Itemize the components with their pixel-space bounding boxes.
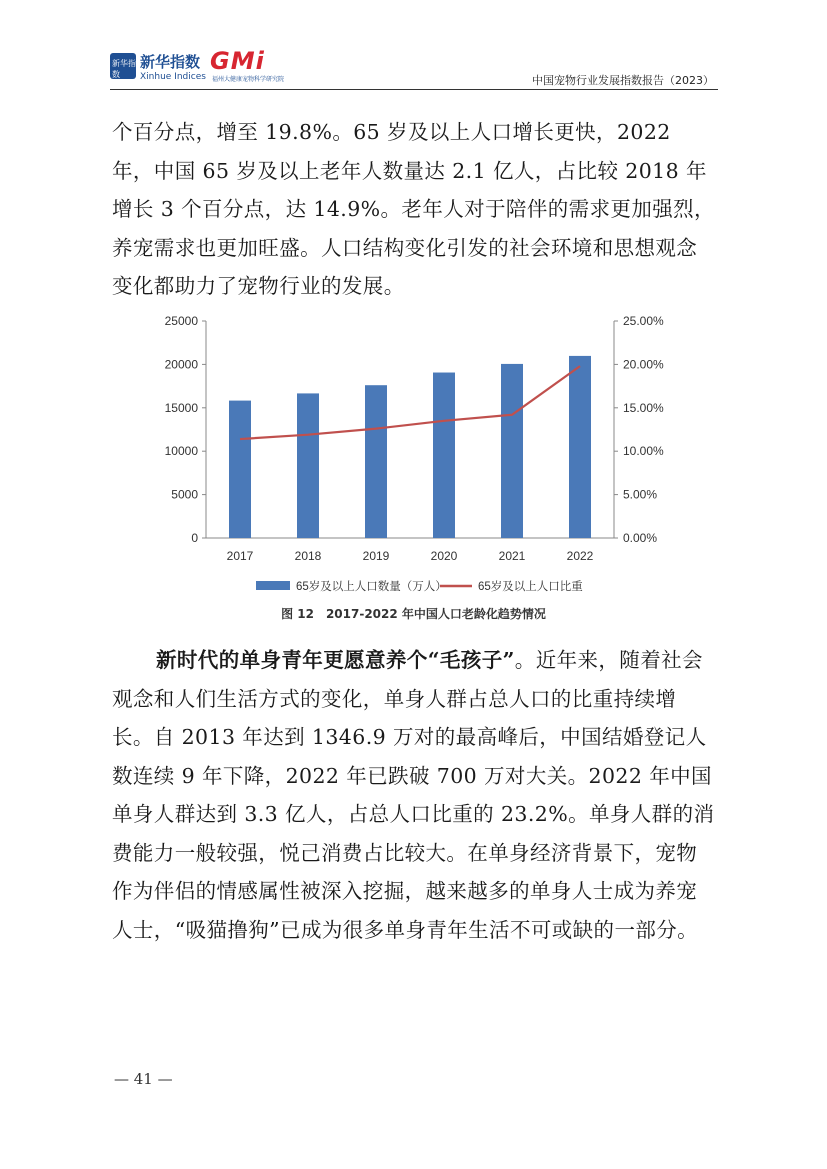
report-title: 中国宠物行业发展指数报告（2023） xyxy=(532,74,714,87)
x-tick-label: 2021 xyxy=(498,549,526,563)
figure-caption: 图 12 2017-2022 年中国人口老龄化趋势情况 xyxy=(281,607,546,621)
header-divider xyxy=(110,89,718,90)
paragraph-1 xyxy=(112,113,718,306)
page-header xyxy=(110,47,718,90)
y-tick-label-right: 15.00% xyxy=(623,400,664,415)
page-number: — 41 — xyxy=(114,1070,173,1088)
x-tick-label: 2019 xyxy=(362,549,390,563)
aging-chart xyxy=(150,308,690,598)
x-tick-label: 2020 xyxy=(430,549,458,563)
bar-2017 xyxy=(229,401,251,538)
y-tick-label-left: 15000 xyxy=(164,400,198,415)
legend-bar-label: 65岁及以上人口数量（万人） xyxy=(296,581,447,593)
bar-2021 xyxy=(501,364,523,538)
y-tick-label-right: 10.00% xyxy=(623,444,664,459)
bar-2020 xyxy=(433,373,455,538)
y-tick-label-left: 20000 xyxy=(164,357,198,372)
gmi-logo-text: GMi xyxy=(210,47,265,75)
gmi-logo xyxy=(210,47,310,86)
y-tick-label-left: 0 xyxy=(191,531,198,545)
aging-chart-svg xyxy=(150,308,690,598)
bar-2019 xyxy=(365,385,387,538)
xinhua-logo-en: Xinhue Indices xyxy=(140,72,206,82)
xinhua-indices-logo xyxy=(110,50,205,86)
legend-line-label: 65岁及以上人口比重 xyxy=(478,581,583,593)
paragraph-1-text: 个百分点，增至 19.8%。65 岁及以上人口增长更快，2022 年，中国 65 岁及以上老年人数量达 2.1 亿人，占比较 2018 年增长 3 个百分点，达 14.9%。老年人对于陪伴的需求更加强烈，养宠需求也更加旺盛。人口结构变化引发的社会环境和思想观念变化都助力了宠物行业的发展。 xyxy=(112,120,715,298)
y-tick-label-right: 25.00% xyxy=(623,314,664,328)
paragraph-2-text xyxy=(112,641,718,949)
y-tick-label-left: 10000 xyxy=(164,444,198,459)
ratio-line xyxy=(240,366,580,439)
x-tick-label: 2018 xyxy=(294,549,322,563)
y-tick-label-right: 5.00% xyxy=(623,487,658,502)
legend-bar-swatch xyxy=(256,581,290,590)
bar-2022 xyxy=(569,356,591,538)
bar-2018 xyxy=(297,393,319,538)
x-tick-label: 2017 xyxy=(226,549,254,563)
y-tick-label-right: 0.00% xyxy=(623,531,658,545)
y-tick-label-left: 5000 xyxy=(171,487,198,502)
x-tick-label: 2022 xyxy=(566,549,594,563)
gmi-logo-subtitle: 福州大健康宠物科学研究院 xyxy=(212,76,285,83)
paragraph-2-rest: 。近年来，随着社会观念和人们生活方式的变化，单身人群占总人口的比重持续增长。自 2013 年达到 1346.9 万对的最高峰后，中国结婚登记人数连续 9 年下降，2022 年已跌破 700 万对大关。2022 年中国单身人群达到 3.3 亿人，占总人口比重的 23.2%。单身人群的消费能力一般较强，悦己消费占比较大。在单身经济背景下，宠物作为伴侣的情感属性被深入挖掘，越来越多的单身人士成为养宠人士，“吸猫撸狗”已成为很多单身青年生活不可或缺的一部分。 xyxy=(112,648,715,942)
xinhua-logo-cn: 新华指数 xyxy=(140,53,201,71)
xinhua-logo-mark xyxy=(110,53,136,79)
paragraph-2-lead: 新时代的单身青年更愿意养个“毛孩子” xyxy=(156,648,515,672)
xinhua-logo-mark-text: 新华指数 xyxy=(112,59,136,79)
y-tick-label-left: 25000 xyxy=(164,314,198,328)
paragraph-2 xyxy=(112,641,718,949)
y-tick-label-right: 20.00% xyxy=(623,357,664,372)
